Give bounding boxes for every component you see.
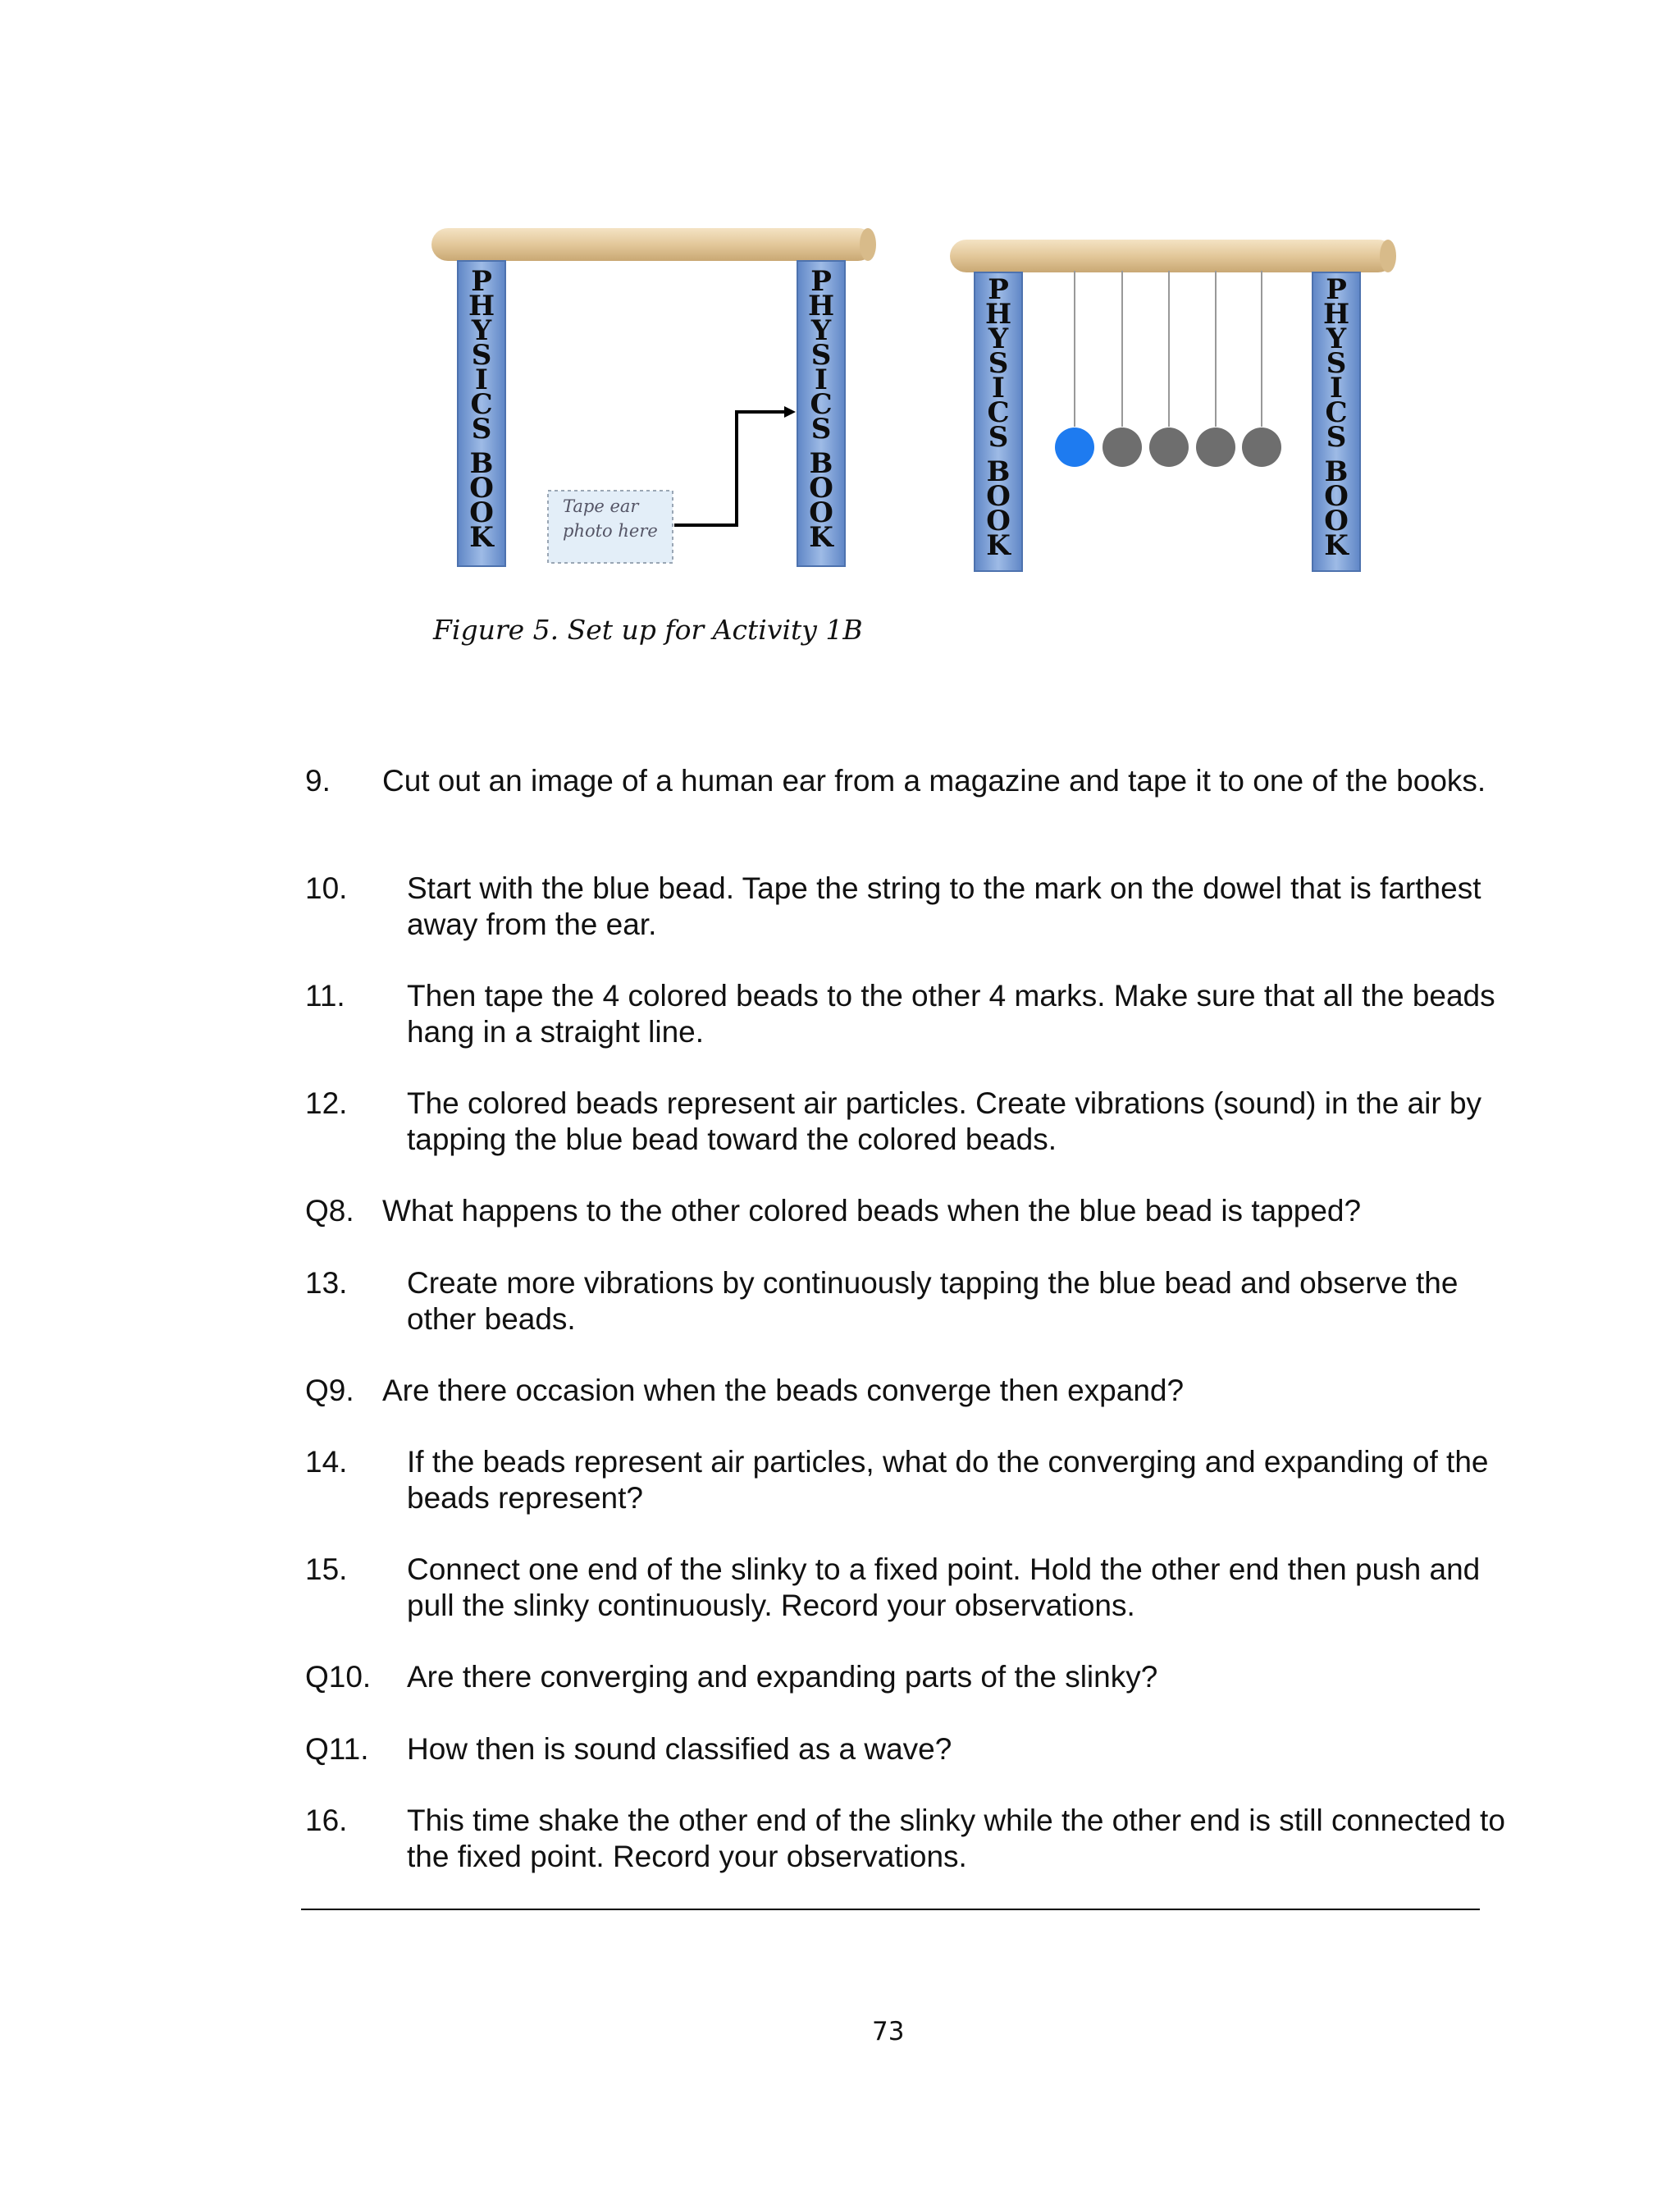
right-setup (950, 240, 1396, 571)
gray-bead-1 (1102, 427, 1142, 467)
step-text: This time shake the other end of the slinky while the other end is still connected to the fixed point. Record your observations. (407, 1804, 1505, 1873)
book-label-letter: O (469, 472, 494, 505)
book-label-letter: I (475, 363, 488, 396)
step-number: 14. (305, 1445, 348, 1479)
tape-label-line2: photo here (563, 521, 658, 541)
book-label-letter: I (1330, 372, 1343, 405)
book-label-letter: S (471, 413, 492, 446)
left-dowel (431, 228, 874, 261)
book-label-letter: O (986, 480, 1011, 513)
book-label-letter: Y (988, 322, 1009, 355)
book-label-letter: I (815, 363, 828, 396)
book-label-letter: I (992, 372, 1005, 405)
book-label-letter: K (469, 521, 494, 554)
book-label-letter: O (469, 496, 494, 529)
book-label-letter: Y (471, 314, 492, 347)
right-book-b-label (1323, 273, 1349, 562)
book-label-letter: S (810, 339, 832, 372)
book-label-letter: Y (1326, 322, 1347, 355)
question-text: What happens to the other colored beads when the blue bead is tapped? (382, 1194, 1362, 1228)
left-book-b-label (808, 265, 834, 554)
book-label-letter: P (810, 265, 832, 298)
book-label-letter: H (468, 290, 495, 322)
book-label-letter: C (470, 388, 493, 421)
book-label-letter: O (1324, 480, 1349, 513)
left-book-a-label (468, 265, 495, 554)
left-setup (431, 228, 876, 566)
question-number: Q10. (305, 1660, 372, 1694)
question-number: Q11. (305, 1732, 369, 1766)
book-label-letter: H (807, 290, 835, 322)
book-label-letter: C (810, 388, 833, 421)
footer-divider (301, 1909, 1480, 1910)
book-label-letter: S (1326, 421, 1347, 454)
page-number: 73 (872, 2017, 905, 2046)
book-label-letter: K (809, 521, 833, 554)
right-dowel (950, 240, 1395, 272)
book-label-letter: O (809, 496, 833, 529)
book-label-letter: B (469, 447, 494, 480)
step-text: Cut out an image of a human ear from a magazine and tape it to one of the books. (382, 764, 1486, 798)
book-label-letter: P (988, 273, 1009, 306)
step-text: The colored beads represent air particles. Create vibrations (sound) in the air by tapping the blue bead toward the colored beads. (407, 1086, 1482, 1156)
book-label-letter: P (1326, 273, 1347, 306)
question-text: Are there occasion when the beads converge then expand? (382, 1374, 1185, 1407)
book-label-letter: B (986, 455, 1011, 488)
step-text: Then tape the 4 colored beads to the other 4 marks. Make sure that all the beads hang in a straight line. (407, 979, 1495, 1049)
book-label-letter: S (988, 421, 1009, 454)
question-text: Are there converging and expanding parts of the slinky? (407, 1660, 1158, 1694)
book-label-letter: S (988, 347, 1009, 380)
step-text: Start with the blue bead. Tape the string to the mark on the dowel that is farthest away from the ear. (407, 871, 1481, 941)
gray-bead-2 (1149, 427, 1189, 467)
gray-bead-3 (1196, 427, 1235, 467)
question-number: Q9. (305, 1374, 354, 1407)
book-label-letter: C (987, 396, 1010, 429)
book-label-letter: H (1322, 298, 1350, 331)
book-label-letter: S (471, 339, 492, 372)
arrow-head (784, 406, 796, 418)
activity-setup-figure (0, 0, 1680, 689)
book-label-letter: B (1324, 455, 1349, 488)
blue-bead (1055, 427, 1094, 467)
question-number: Q8. (305, 1194, 354, 1228)
book-label-letter: K (986, 529, 1011, 562)
right-book-a-label (985, 273, 1011, 562)
book-label-letter: O (809, 472, 833, 505)
book-label-letter: C (1325, 396, 1348, 429)
step-text: Connect one end of the slinky to a fixed point. Hold the other end then push and pull the slinky continuously. Record your observations. (407, 1552, 1481, 1622)
step-number: 13. (305, 1266, 348, 1300)
book-label-letter: O (1324, 505, 1349, 537)
book-label-letter: P (471, 265, 492, 298)
figure-caption: Figure 5. Set up for Activity 1B (433, 614, 863, 646)
book-label-letter: S (1326, 347, 1347, 380)
step-text: If the beads represent air particles, what do the converging and expanding of the beads represent? (407, 1445, 1489, 1515)
book-label-letter: Y (810, 314, 832, 347)
step-number: 11. (305, 979, 345, 1013)
step-number: 12. (305, 1086, 348, 1120)
step-number: 16. (305, 1804, 348, 1837)
step-number: 10. (305, 871, 348, 905)
step-number: 15. (305, 1552, 348, 1586)
book-label-letter: K (1324, 529, 1349, 562)
book-label-letter: O (986, 505, 1011, 537)
question-text: How then is sound classified as a wave? (407, 1732, 952, 1766)
step-number: 9. (305, 764, 331, 798)
arrow-line (674, 412, 789, 525)
book-label-letter: H (984, 298, 1012, 331)
book-label-letter: S (810, 413, 832, 446)
step-text: Create more vibrations by continuously tapping the blue bead and observe the other beads. (407, 1266, 1459, 1336)
book-label-letter: B (809, 447, 833, 480)
gray-bead-4 (1242, 427, 1281, 467)
tape-label-line1: Tape ear (563, 496, 639, 516)
